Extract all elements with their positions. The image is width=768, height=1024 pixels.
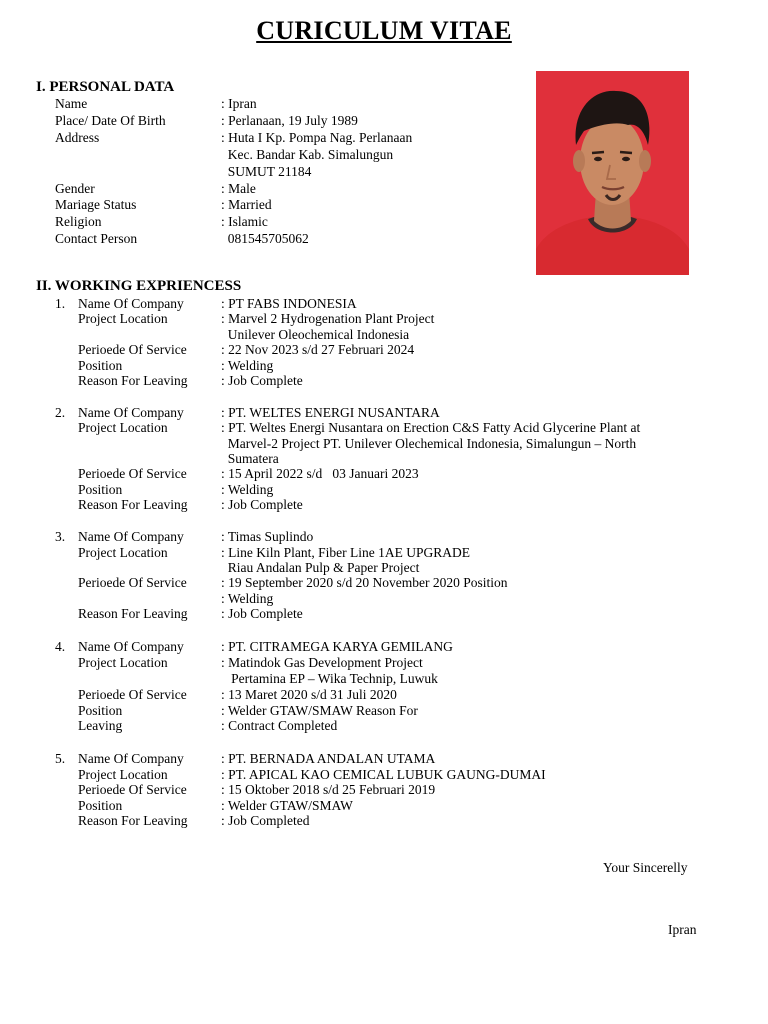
job-field-value: Pertamina EP – Wika Technip, Luwuk xyxy=(221,671,438,686)
job-field-value: : Welder GTAW/SMAW Reason For xyxy=(221,703,418,718)
job-field-value: : Matindok Gas Development Project xyxy=(221,655,423,670)
job-field-label: Name Of Company xyxy=(78,529,184,544)
personal-field-label: Mariage Status xyxy=(55,197,137,212)
personal-field-label: Gender xyxy=(55,181,95,196)
job-field-label: Name Of Company xyxy=(78,751,184,766)
personal-field-value: : Perlanaan, 19 July 1989 xyxy=(221,113,358,128)
job-field-value: : PT. APICAL KAO CEMICAL LUBUK GAUNG-DUMAI xyxy=(221,767,546,782)
job-field-value: : Welding xyxy=(221,358,274,373)
job-number: 5. xyxy=(55,751,66,766)
job-field-label: Perioede Of Service xyxy=(78,466,187,481)
personal-field-value: : Ipran xyxy=(221,96,257,111)
job-field-label: Project Location xyxy=(78,655,168,670)
job-field-value: : Timas Suplindo xyxy=(221,529,314,544)
job-field-label: Perioede Of Service xyxy=(78,575,187,590)
job-field-label: Reason For Leaving xyxy=(78,373,188,388)
personal-field-label: Place/ Date Of Birth xyxy=(55,113,166,128)
job-field-value: : 13 Maret 2020 s/d 31 Juli 2020 xyxy=(221,687,397,702)
personal-field-value: 081545705062 xyxy=(221,231,309,246)
job-field-label: Project Location xyxy=(78,545,168,560)
job-field-value: : 15 April 2022 s/d 03 Januari 2023 xyxy=(221,466,419,481)
job-field-value: : Job Complete xyxy=(221,497,303,512)
working-experience-heading: II. WORKING EXPRIENCESS xyxy=(36,278,242,294)
job-field-value: Sumatera xyxy=(221,451,279,466)
personal-field-value: SUMUT 21184 xyxy=(221,164,312,179)
job-field-value: : Welding xyxy=(221,591,274,606)
job-field-label: Name Of Company xyxy=(78,405,184,420)
personal-field-label: Address xyxy=(55,130,100,145)
job-field-value: : PT FABS INDONESIA xyxy=(221,296,357,311)
personal-field-value: : Islamic xyxy=(221,214,268,229)
job-field-value: : Marvel 2 Hydrogenation Plant Project xyxy=(221,311,435,326)
job-field-value: : Welding xyxy=(221,482,274,497)
job-field-value: : Job Completed xyxy=(221,813,310,828)
job-field-label: Reason For Leaving xyxy=(78,813,188,828)
personal-field-value: : Huta I Kp. Pompa Nag. Perlanaan xyxy=(221,130,413,145)
job-field-label: Position xyxy=(78,358,123,373)
profile-photo-image xyxy=(536,71,689,275)
job-number: 4. xyxy=(55,639,66,654)
job-field-label: Leaving xyxy=(78,718,123,733)
job-field-label: Name Of Company xyxy=(78,296,184,311)
job-field-label: Position xyxy=(78,798,123,813)
personal-field-value: : Married xyxy=(221,197,272,212)
job-field-label: Project Location xyxy=(78,767,168,782)
cv-title: CURICULUM VITAE xyxy=(256,16,512,45)
job-field-value: Riau Andalan Pulp & Paper Project xyxy=(221,560,420,575)
job-field-label: Project Location xyxy=(78,420,168,435)
job-field-value: : Job Complete xyxy=(221,373,303,388)
job-field-value: : Welder GTAW/SMAW xyxy=(221,798,353,813)
job-field-label: Project Location xyxy=(78,311,168,326)
job-field-label: Perioede Of Service xyxy=(78,342,187,357)
job-field-label: Perioede Of Service xyxy=(78,687,187,702)
job-field-value: : Line Kiln Plant, Fiber Line 1AE UPGRADE xyxy=(221,545,470,560)
job-field-value: : 22 Nov 2023 s/d 27 Februari 2024 xyxy=(221,342,415,357)
job-field-value: : 15 Oktober 2018 s/d 25 Februari 2019 xyxy=(221,782,436,797)
job-field-value: Marvel-2 Project PT. Unilever Olechemical Indonesia, Simalungun – North xyxy=(221,436,637,451)
job-field-value: : PT. WELTES ENERGI NUSANTARA xyxy=(221,405,440,420)
personal-field-label: Religion xyxy=(55,214,102,229)
personal-field-value: : Male xyxy=(221,181,256,196)
profile-photo xyxy=(536,71,689,275)
closing-salutation: Your Sincerelly xyxy=(603,860,688,875)
job-field-label: Position xyxy=(78,703,123,718)
job-field-label: Reason For Leaving xyxy=(78,497,188,512)
job-number: 3. xyxy=(55,529,66,544)
signature-name: Ipran xyxy=(668,922,697,937)
job-field-value: : PT. Weltes Energi Nusantara on Erection C&S Fatty Acid Glycerine Plant at xyxy=(221,420,641,435)
job-field-value: Unilever Oleochemical Indonesia xyxy=(221,327,410,342)
job-field-value: : Job Complete xyxy=(221,606,303,621)
personal-field-label: Name xyxy=(55,96,88,111)
job-field-value: : PT. CITRAMEGA KARYA GEMILANG xyxy=(221,639,453,654)
job-field-label: Position xyxy=(78,482,123,497)
personal-field-label: Contact Person xyxy=(55,231,138,246)
job-field-value: : 19 September 2020 s/d 20 November 2020 Position xyxy=(221,575,508,590)
job-field-label: Reason For Leaving xyxy=(78,606,188,621)
job-field-value: : Contract Completed xyxy=(221,718,338,733)
personal-data-heading: I. PERSONAL DATA xyxy=(36,79,175,95)
job-field-label: Name Of Company xyxy=(78,639,184,654)
job-field-value: : PT. BERNADA ANDALAN UTAMA xyxy=(221,751,436,766)
personal-field-value: Kec. Bandar Kab. Simalungun xyxy=(221,147,394,162)
job-field-label: Perioede Of Service xyxy=(78,782,187,797)
job-number: 1. xyxy=(55,296,66,311)
job-number: 2. xyxy=(55,405,66,420)
